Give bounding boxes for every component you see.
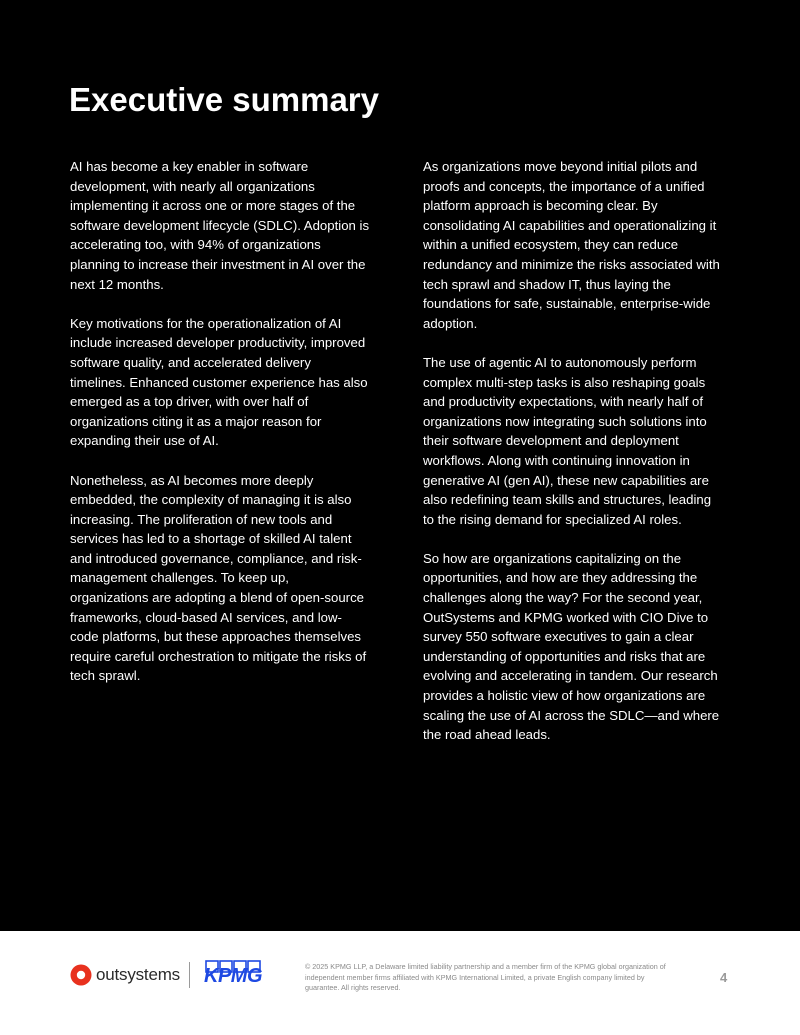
- left-column: [70, 157, 370, 706]
- right-column: [423, 157, 723, 764]
- body-paragraph: The use of agentic AI to autonomously perform complex multi-step tasks is also reshaping goals and productivity expectations, with nearly half of organizations now integrating such solutions into their software development and deployment workflows. Along with continuing innovation in generative AI (gen AI), these new capabilities are also redefining team skills and structures, leading to the rising demand for specialized AI roles.: [423, 354, 712, 527]
- legal-notice: © 2025 KPMG LLP, a Delaware limited liability partnership and a member firm of the KPMG global organization of independent member firms affiliated with KPMG International Limited, a private English company limited by guarantee. All rights reserved.: [305, 962, 666, 992]
- body-paragraph: Nonetheless, as AI becomes more deeply embedded, the complexity of managing it is also increasing. The proliferation of new tools and services has led to a shortage of skilled AI talent and introduced governance, compliance, and risk-management challenges. To keep up, organizations are adopting a blend of open-source frameworks, cloud-based AI services, and low-code platforms, but these approaches themselves require careful orchestration to mitigate the risks of tech sprawl.: [70, 472, 367, 684]
- kpmg-logo: [204, 960, 270, 990]
- body-paragraph: So how are organizations capitalizing on the opportunities, and how are they addressing the challenges along the way? For the second year, OutSystems and KPMG worked with CIO Dive to survey 550 software executives to gain a clear understanding of opportunities and risks that are evolving and accelerating in tandem. Our research provides a holistic view of how organizations are scaling the use of AI across the SDLC—and where the road ahead leads.: [423, 550, 720, 743]
- page-number: 4: [720, 970, 728, 985]
- logo-divider: [189, 962, 190, 988]
- outsystems-logo-text: outsystems: [96, 965, 180, 984]
- page-title: Executive summary: [69, 81, 380, 118]
- body-paragraph: Key motivations for the operationalization of AI include increased developer productivity, improved software quality, and accelerated delivery timelines. Enhanced customer experience has also emerged as a top driver, with over half of organizations citing it as a major reason for expanding their use of AI.: [70, 315, 368, 449]
- body-paragraph: AI has become a key enabler in software development, with nearly all organizations implementing it across one or more stages of the software development lifecycle (SDLC). Adoption is accelerating too, with 94% of organizations planning to increase their investment in AI over the next 12 months.: [70, 159, 370, 292]
- body-paragraph: As organizations move beyond initial pilots and proofs and concepts, the importance of a unified platform approach is becoming clear. By consolidating AI capabilities and operationalizing it within a unified ecosystem, they can reduce redundancy and minimize the risks associated with tech sprawl and shadow IT, thus laying the foundations for safe, sustainable, enterprise-wide adoption.: [423, 159, 720, 331]
- kpmg-logo-text: KPMG: [204, 965, 262, 987]
- outsystems-logo: [70, 963, 180, 987]
- outsystems-logo-icon: [70, 964, 92, 986]
